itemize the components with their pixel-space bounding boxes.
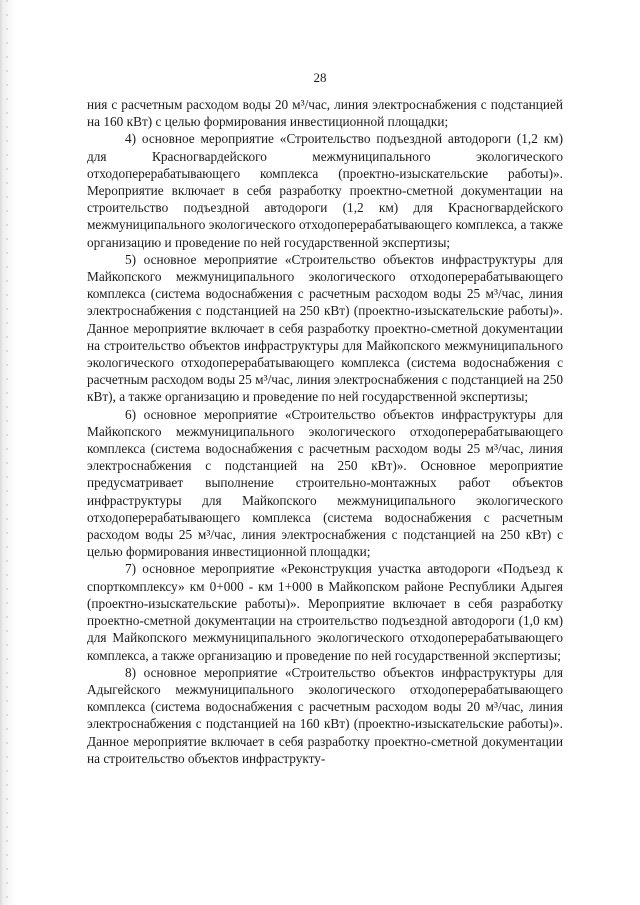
page-number: 28 [313,70,327,85]
paragraph-item-4: 4) основное мероприятие «Строительство подъездной автодороги (1,2 км) для Красногвардейского межмуниципального экологического отходоперерабатывающего комплекса (проектно-изыскательские работы)». Мероприятие включает в себя разработку проектно-сметной документации на строительство подъездной автодороги (1,2 км) для Красногвардейского межмуниципального экологического отходоперерабатывающего комплекса, а также организацию и проведение по ней государственной экспертизы; [87,131,563,250]
binding-holes [6,0,8,905]
paragraph-item-7: 7) основное мероприятие «Реконструкция участка автодороги «Подъезд к спорткомплексу» км 0+000 - км 1+000 в Майкопском районе Республики Адыгея (проектно-изыскательские работы)». Мероприятие включает в себя разработку проектно-сметной документации на строительство подъездной автодороги (1,0 км) для Майкопского межмуниципального экологического отходоперерабатывающего комплекса, а также организацию и проведение по ней государственной экспертизы; [87,561,563,663]
paragraph-item-5: 5) основное мероприятие «Строительство объектов инфраструктуры для Майкопского межмуниципального экологического отходоперерабатывающего комплекса (система водоснабжения с расчетным расходом воды 25 м³/час, линия электроснабжения с подстанцией на 250 кВт) (проектно-изыскательские работы)». Данное мероприятие включает в себя разработку проектно-сметной документации на строительство объектов инфраструктуры для Майкопского межмуниципального экологического отходоперерабатывающего комплекса (система водоснабжения с расчетным расходом воды 25 м³/час, линия электроснабжения с подстанцией на 250 кВт), а также организацию и проведение по ней государственной экспертизы; [87,251,563,405]
document-body [87,96,563,767]
scan-edge-shadow [0,0,16,905]
paragraph-continuation: ния с расчетным расходом воды 20 м³/час, линия электроснабжения с подстанцией на 160 кВт) с целью формирования инвестиционной площадки; [87,97,563,130]
paragraph-item-8: 8) основное мероприятие «Строительство объектов инфраструктуры для Адыгейского межмуниципального экологического отходоперерабатывающего комплекса (система водоснабжения с расчетным расходом воды 20 м³/час, линия электроснабжения с подстанцией на 160 кВт) (проектно-изыскательские работы)». Данное мероприятие включает в себя разработку проектно-сметной документации на строительство объектов инфраструкту- [87,664,563,766]
paragraph-item-6: 6) основное мероприятие «Строительство объектов инфраструктуры для Майкопского межмуниципального экологического отходоперерабатывающего комплекса (система водоснабжения с расчетным расходом воды 25 м³/час, линия электроснабжения с подстанцией на 250 кВт)». Основное мероприятие предусматривает выполнение строительно-монтажных работ объектов инфраструктуры для Майкопского межмуниципального экологического отходоперерабатывающего комплекса (система водоснабжения с расчетным расходом воды 25 м³/час, линия электроснабжения с подстанцией на 250 кВт) с целью формирования инвестиционной площадки; [87,406,563,560]
